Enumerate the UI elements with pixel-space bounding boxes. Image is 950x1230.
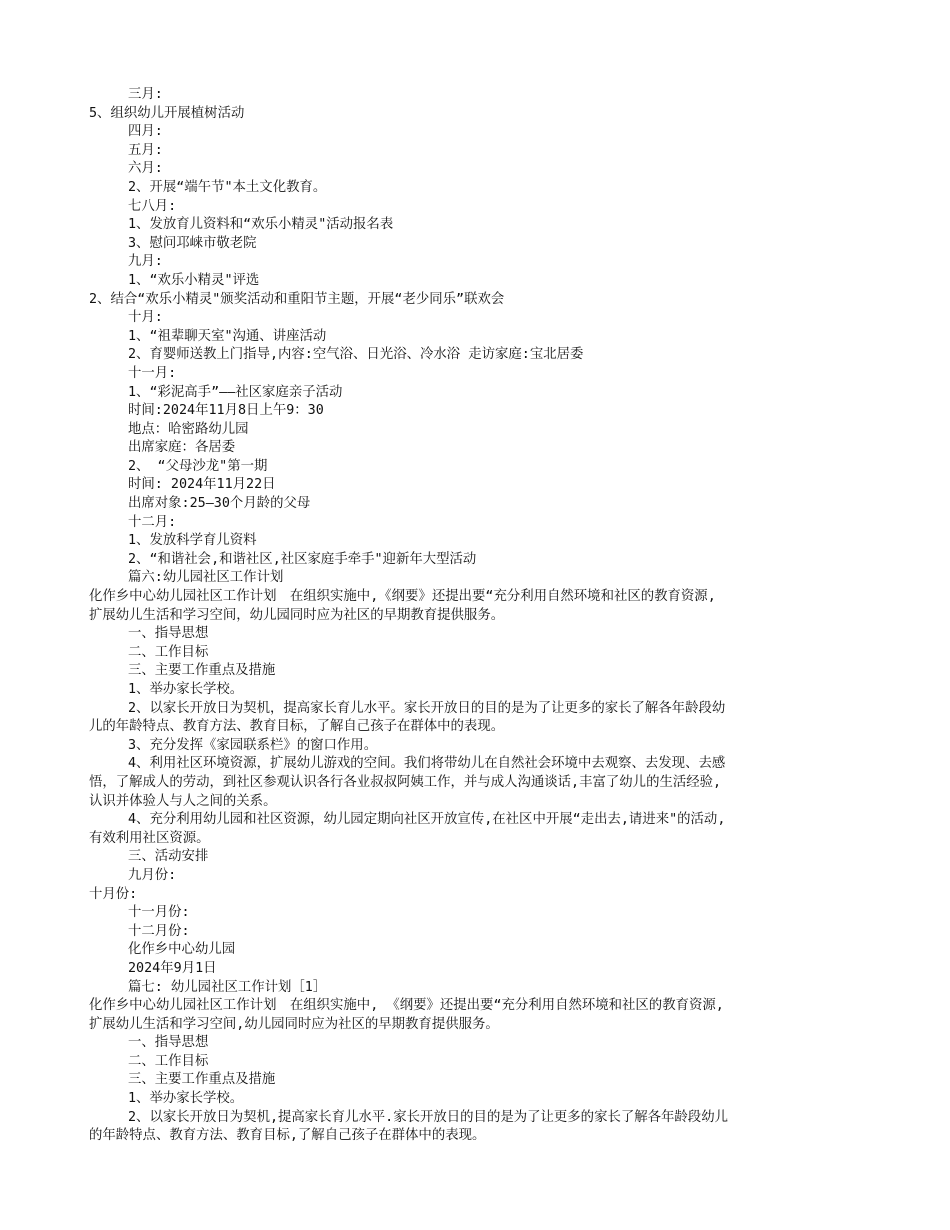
text-line: 2、以家长开放日为契机，提高家长育儿水平。家长开放日的目的是为了让更多的家长了解各年龄段幼 <box>128 700 726 716</box>
text-line: 三、主要工作重点及措施 <box>128 663 276 679</box>
text-line: 二、工作目标 <box>128 1053 209 1069</box>
text-line: 2、育婴师送教上门指导,内容:空气浴、日光浴、冷水浴 走访家庭:宝北居委 <box>128 347 584 363</box>
text-line: 1、举办家长学校。 <box>128 682 244 697</box>
text-line: 1、“欢乐小精灵"评选 <box>128 272 260 288</box>
text-line: 十二月: <box>128 514 177 530</box>
text-line: 2、“和谐社会,和谐社区,社区家庭手牵手"迎新年大型活动 <box>128 551 477 567</box>
text-line: 十月: <box>128 310 163 326</box>
text-line: 九月: <box>128 254 163 270</box>
text-line: 化作乡中心幼儿园社区工作计划 在组织实施中, 《纲要》还提出要“充分利用自然环境和社区的教育资源, <box>89 998 724 1014</box>
text-line: 2、以家长开放日为契机,提高家长育儿水平.家长开放日的目的是为了让更多的家长了解各年龄段幼儿 <box>128 1109 728 1125</box>
text-line: 出席家庭：各居委 <box>128 440 236 456</box>
text-line: 五月: <box>128 142 163 158</box>
text-line: 十一月: <box>128 365 177 381</box>
text-line: 三、活动安排 <box>128 849 209 865</box>
text-line: 四月: <box>128 124 163 140</box>
text-line: 2、开展“端午节"本土文化教育。 <box>128 179 327 195</box>
text-line: 篇七: 幼儿园社区工作计划［1］ <box>128 979 327 995</box>
text-line: 扩展幼儿生活和学习空间，幼儿园同时应为社区的早期教育提供服务。 <box>89 607 505 623</box>
text-line: 二、工作目标 <box>128 644 209 660</box>
text-line: 2024年9月1日 <box>128 960 217 976</box>
text-line: 1、发放科学育儿资料 <box>128 533 257 549</box>
text-line: 4、利用社区环境资源，扩展幼儿游戏的空间。我们将带幼儿在自然社会环境中去观察、去发现、去感 <box>128 756 726 772</box>
text-line: 十二月份: <box>128 923 190 939</box>
text-line: 1、“祖辈聊天室"沟通、讲座活动 <box>128 328 327 344</box>
text-line: 十月份: <box>89 886 138 902</box>
text-line: 化作乡中心幼儿园社区工作计划 在组织实施中,《纲要》还提出要“充分利用自然环境和社区的教育资源, <box>89 589 716 605</box>
text-line: 扩展幼儿生活和学习空间,幼儿园同时应为社区的早期教育提供服务。 <box>89 1016 499 1032</box>
text-line: 六月: <box>128 161 163 177</box>
text-line: 十一月份: <box>128 905 190 921</box>
text-line: 3、慰问邛崃市敬老院 <box>128 235 257 251</box>
text-line: 2、 “父母沙龙"第一期 <box>128 458 268 474</box>
text-line: 出席对象:25—30个月龄的父母 <box>128 496 311 512</box>
text-line: 的年龄特点、教育方法、教育目标,了解自己孩子在群体中的表现。 <box>89 1128 486 1144</box>
text-line: 儿的年龄特点、教育方法、教育目标，了解自己孩子在群体中的表现。 <box>89 719 505 735</box>
text-line: 三、主要工作重点及措施 <box>128 1072 276 1088</box>
text-line: 九月份: <box>128 867 177 883</box>
text-line: 时间:2024年11月8日上午9：30 <box>128 403 324 419</box>
document-body <box>0 86 950 1146</box>
text-line: 三月: <box>128 87 163 102</box>
text-line: 化作乡中心幼儿园 <box>128 942 236 958</box>
text-line: 有效利用社区资源。 <box>89 830 210 846</box>
text-line: 3、充分发挥《家园联系栏》的窗口作用。 <box>128 737 378 753</box>
text-line: 七八月: <box>128 198 177 214</box>
text-line: 地点：哈密路幼儿园 <box>128 421 249 437</box>
text-line: 1、“彩泥高手”——社区家庭亲子活动 <box>128 384 343 400</box>
text-line: 篇六:幼儿园社区工作计划 <box>128 570 284 586</box>
text-line: 时间: 2024年11月22日 <box>128 477 276 493</box>
text-line: 认识并体验人与人之间的关系。 <box>89 793 277 809</box>
text-line: 5、组织幼儿开展植树活动 <box>89 105 245 121</box>
text-line: 1、发放育儿资料和“欢乐小精灵"活动报名表 <box>128 217 394 233</box>
text-line: 2、结合“欢乐小精灵"颁奖活动和重阳节主题，开展“老少同乐”联欢会 <box>89 291 505 307</box>
text-line: 悟，了解成人的劳动，到社区参观认识各行各业叔叔阿姨工作，并与成人沟通谈话,丰富了幼儿的生活经验, <box>89 774 722 790</box>
text-line: 4、充分利用幼儿园和社区资源，幼儿园定期向社区开放宣传,在社区中开展“走出去,请进来"的活动, <box>128 812 726 828</box>
text-line: 一、指导思想 <box>128 1035 209 1051</box>
text-line: 一、指导思想 <box>128 626 209 642</box>
text-line: 1、举办家长学校。 <box>128 1091 244 1107</box>
